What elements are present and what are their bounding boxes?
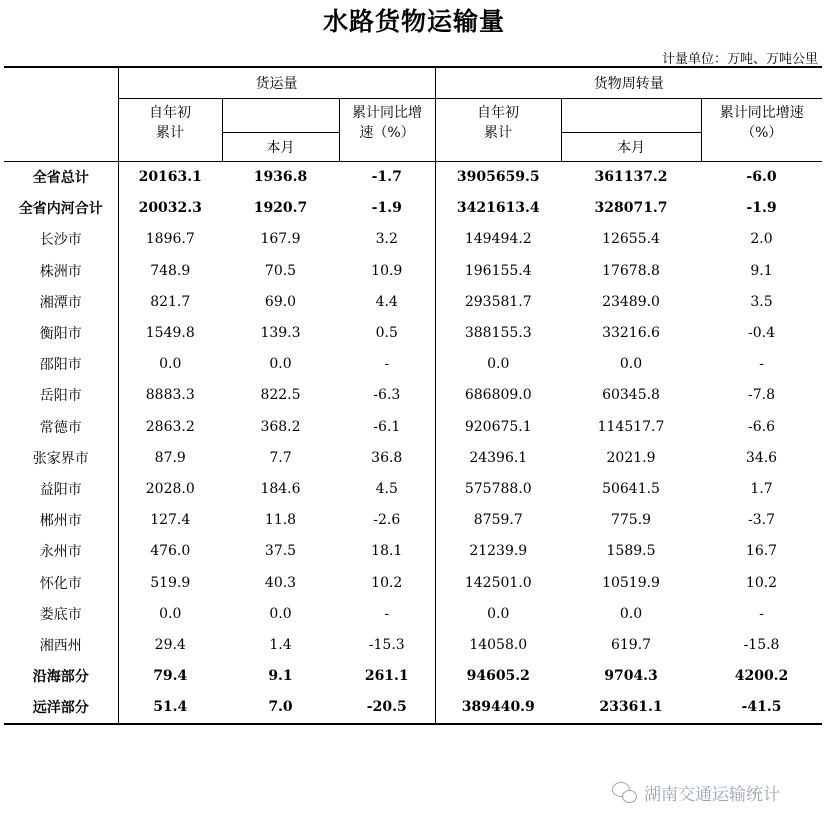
cell-value: 3.2 [339, 224, 435, 255]
cell-value: 21239.9 [469, 543, 528, 560]
table-row [4, 567, 822, 598]
table-row [4, 473, 822, 504]
row-label: 永州市 [4, 536, 118, 567]
row-label: 全省总计 [4, 161, 118, 193]
cell-value: 3421613.4 [456, 200, 540, 217]
cell-value: - [759, 605, 764, 622]
cell-value: 1936.8 [222, 161, 339, 193]
cell-value: 0.0 [159, 356, 182, 373]
cell-value: 1549.8 [145, 325, 195, 342]
table-row [4, 380, 822, 411]
cell-value: -15.8 [743, 636, 780, 653]
cell-value: 0.0 [159, 605, 182, 622]
cell-value: 519.9 [150, 574, 191, 591]
cell-value: 16.7 [745, 543, 778, 560]
table-row [4, 411, 822, 442]
cell-value: 2028.0 [145, 480, 195, 497]
cell-value: -6.3 [339, 380, 435, 411]
cell-value: 2.0 [750, 231, 773, 248]
cell-value: 36.8 [339, 442, 435, 473]
row-label: 衡阳市 [4, 317, 118, 348]
cell-value: 69.0 [264, 293, 297, 310]
cell-value: -1.9 [746, 200, 777, 217]
cell-value: 2021.9 [606, 449, 656, 466]
cell-value: 37.5 [264, 543, 297, 560]
row-label: 湘西州 [4, 629, 118, 660]
unit-label: 计量单位：万吨、万吨公里 [661, 52, 818, 67]
header-freight: 货运量 [118, 67, 435, 98]
cell-value: 821.7 [150, 293, 191, 310]
cell-value: 17678.8 [602, 262, 660, 279]
cell-value: 9704.3 [604, 668, 658, 685]
row-label: 岳阳市 [4, 380, 118, 411]
cell-value: 0.0 [269, 605, 292, 622]
page-title: 水路货物运输量 [322, 7, 505, 36]
table-row [4, 629, 822, 660]
cell-value: 8759.7 [473, 512, 523, 529]
table-row [4, 349, 822, 380]
cell-value: 51.4 [118, 692, 222, 724]
cell-value: 389440.9 [435, 692, 561, 724]
header-freight-growth: 累计同比增 速（%） [339, 98, 435, 161]
header-freight-ytd: 自年初 累计 [149, 104, 191, 141]
cell-value: -15.3 [339, 629, 435, 660]
cell-value: 328071.7 [594, 200, 668, 217]
cell-value: 619.7 [610, 636, 652, 653]
cell-value: 293581.7 [464, 293, 532, 310]
cell-value: 0.0 [619, 356, 643, 373]
cell-value: 0.5 [339, 317, 435, 348]
cell-value: 23489.0 [602, 293, 660, 310]
cell-value: 60345.8 [602, 387, 660, 404]
cell-value: -0.4 [748, 325, 776, 342]
cell-value: -6.6 [748, 418, 776, 435]
cell-value: 920675.1 [464, 418, 532, 435]
row-label: 湘潭市 [4, 286, 118, 317]
cell-value: - [759, 356, 764, 373]
header-freight-blank [222, 98, 339, 132]
row-label: 怀化市 [4, 567, 118, 598]
cell-value: 361137.2 [561, 161, 701, 193]
cell-value: 4.5 [339, 473, 435, 504]
table-row [4, 224, 822, 255]
cell-value: 2863.2 [145, 418, 195, 435]
cell-value: 10.2 [339, 567, 435, 598]
header-turnover: 货物周转量 [435, 67, 822, 98]
cell-value: 20163.1 [118, 161, 222, 193]
cell-value: 20032.3 [138, 200, 202, 217]
cell-value: 23361.1 [561, 692, 701, 724]
table-row [4, 598, 822, 629]
watermark [612, 780, 780, 805]
cell-value: 4200.2 [734, 668, 789, 685]
cell-value: 3.5 [750, 293, 773, 310]
cell-value: 0.0 [269, 356, 292, 373]
cell-value: 10.2 [745, 574, 778, 591]
cell-value: 7.0 [222, 692, 339, 724]
table-row [4, 505, 822, 536]
cell-value: 24396.1 [469, 449, 528, 466]
row-label: 株洲市 [4, 255, 118, 286]
table-row [4, 161, 822, 193]
cell-value: 9.1 [750, 262, 773, 279]
cell-value: 87.9 [154, 449, 186, 466]
cell-value: 10.9 [339, 255, 435, 286]
cell-value: 686809.0 [464, 387, 532, 404]
row-label: 沿海部分 [4, 661, 118, 692]
cell-value: 79.4 [153, 668, 188, 685]
cell-value: 8883.3 [145, 387, 195, 404]
row-label: 张家界市 [4, 442, 118, 473]
cell-value: 1.7 [750, 480, 773, 497]
cell-value: 261.1 [339, 661, 435, 692]
cell-value: -2.6 [339, 505, 435, 536]
cell-value: 18.1 [339, 536, 435, 567]
cell-value: 196155.4 [464, 262, 532, 279]
cell-value: 775.9 [610, 512, 652, 529]
cell-value: 9.1 [268, 668, 293, 685]
cell-value: 14058.0 [469, 636, 528, 653]
cell-value: 476.0 [150, 543, 191, 560]
cell-value: 748.9 [150, 262, 191, 279]
table-row [4, 317, 822, 348]
cell-value: 11.8 [264, 512, 297, 529]
header-turnover-month: 本月 [561, 132, 701, 161]
cell-value: -6.1 [339, 411, 435, 442]
cell-value: 142501.0 [464, 574, 532, 591]
cell-value: -3.7 [748, 512, 776, 529]
cell-value: 575788.0 [464, 480, 532, 497]
header-turnover-ytd: 自年初 累计 [477, 104, 520, 141]
cell-value: -7.8 [748, 387, 776, 404]
row-label: 常德市 [4, 411, 118, 442]
table-row [4, 286, 822, 317]
cell-value: 388155.3 [464, 325, 532, 342]
header-turnover-growth: 累计同比增速 （%） [719, 104, 804, 141]
wechat-icon [612, 782, 638, 804]
row-label: 益阳市 [4, 473, 118, 504]
cell-value: 0.0 [487, 356, 510, 373]
header-freight-month: 本月 [222, 132, 339, 161]
table-row [4, 692, 822, 724]
header-turnover-blank [561, 98, 701, 132]
table-body [4, 161, 822, 724]
cell-value: - [339, 349, 435, 380]
cell-value: 1.4 [269, 636, 292, 653]
cell-value: 70.5 [264, 262, 297, 279]
table-row [4, 193, 822, 224]
row-label: 长沙市 [4, 224, 118, 255]
cell-value: 368.2 [260, 418, 301, 435]
cell-value: 29.4 [154, 636, 186, 653]
cell-value: 3905659.5 [435, 161, 561, 193]
cell-value: 33216.6 [602, 325, 660, 342]
cell-value: 1589.5 [606, 543, 656, 560]
cell-value: 40.3 [264, 574, 297, 591]
cell-value: 4.4 [339, 286, 435, 317]
row-label: 远洋部分 [4, 692, 118, 724]
cell-value: 7.7 [269, 449, 292, 466]
cell-value: 127.4 [150, 512, 191, 529]
cell-value: -1.9 [339, 193, 435, 224]
row-label: 娄底市 [4, 598, 118, 629]
cell-value: 139.3 [260, 325, 301, 342]
cell-value: 10519.9 [602, 574, 660, 591]
cell-value: -41.5 [701, 692, 822, 724]
row-label: 全省内河合计 [4, 193, 118, 224]
row-label: 郴州市 [4, 505, 118, 536]
cell-value: -20.5 [339, 692, 435, 724]
watermark-text: 湖南交通运输统计 [644, 785, 780, 805]
cell-value: 0.0 [487, 605, 510, 622]
row-label: 邵阳市 [4, 349, 118, 380]
cell-value: 94605.2 [466, 668, 530, 685]
header-region [4, 67, 118, 161]
table-row [4, 661, 822, 692]
table-row [4, 255, 822, 286]
cell-value: 0.0 [619, 605, 643, 622]
cell-value: -6.0 [701, 161, 822, 193]
freight-table [4, 66, 822, 725]
cell-value: 1920.7 [253, 200, 308, 217]
cell-value: -1.7 [339, 161, 435, 193]
cell-value: 822.5 [260, 387, 301, 404]
cell-value: 34.6 [745, 449, 778, 466]
cell-value: - [339, 598, 435, 629]
cell-value: 50641.5 [602, 480, 660, 497]
cell-value: 167.9 [260, 231, 301, 248]
cell-value: 114517.7 [597, 418, 665, 435]
cell-value: 12655.4 [602, 231, 660, 248]
cell-value: 184.6 [260, 480, 301, 497]
cell-value: 149494.2 [464, 231, 532, 248]
table-row [4, 536, 822, 567]
cell-value: 1896.7 [145, 231, 195, 248]
table-row [4, 442, 822, 473]
